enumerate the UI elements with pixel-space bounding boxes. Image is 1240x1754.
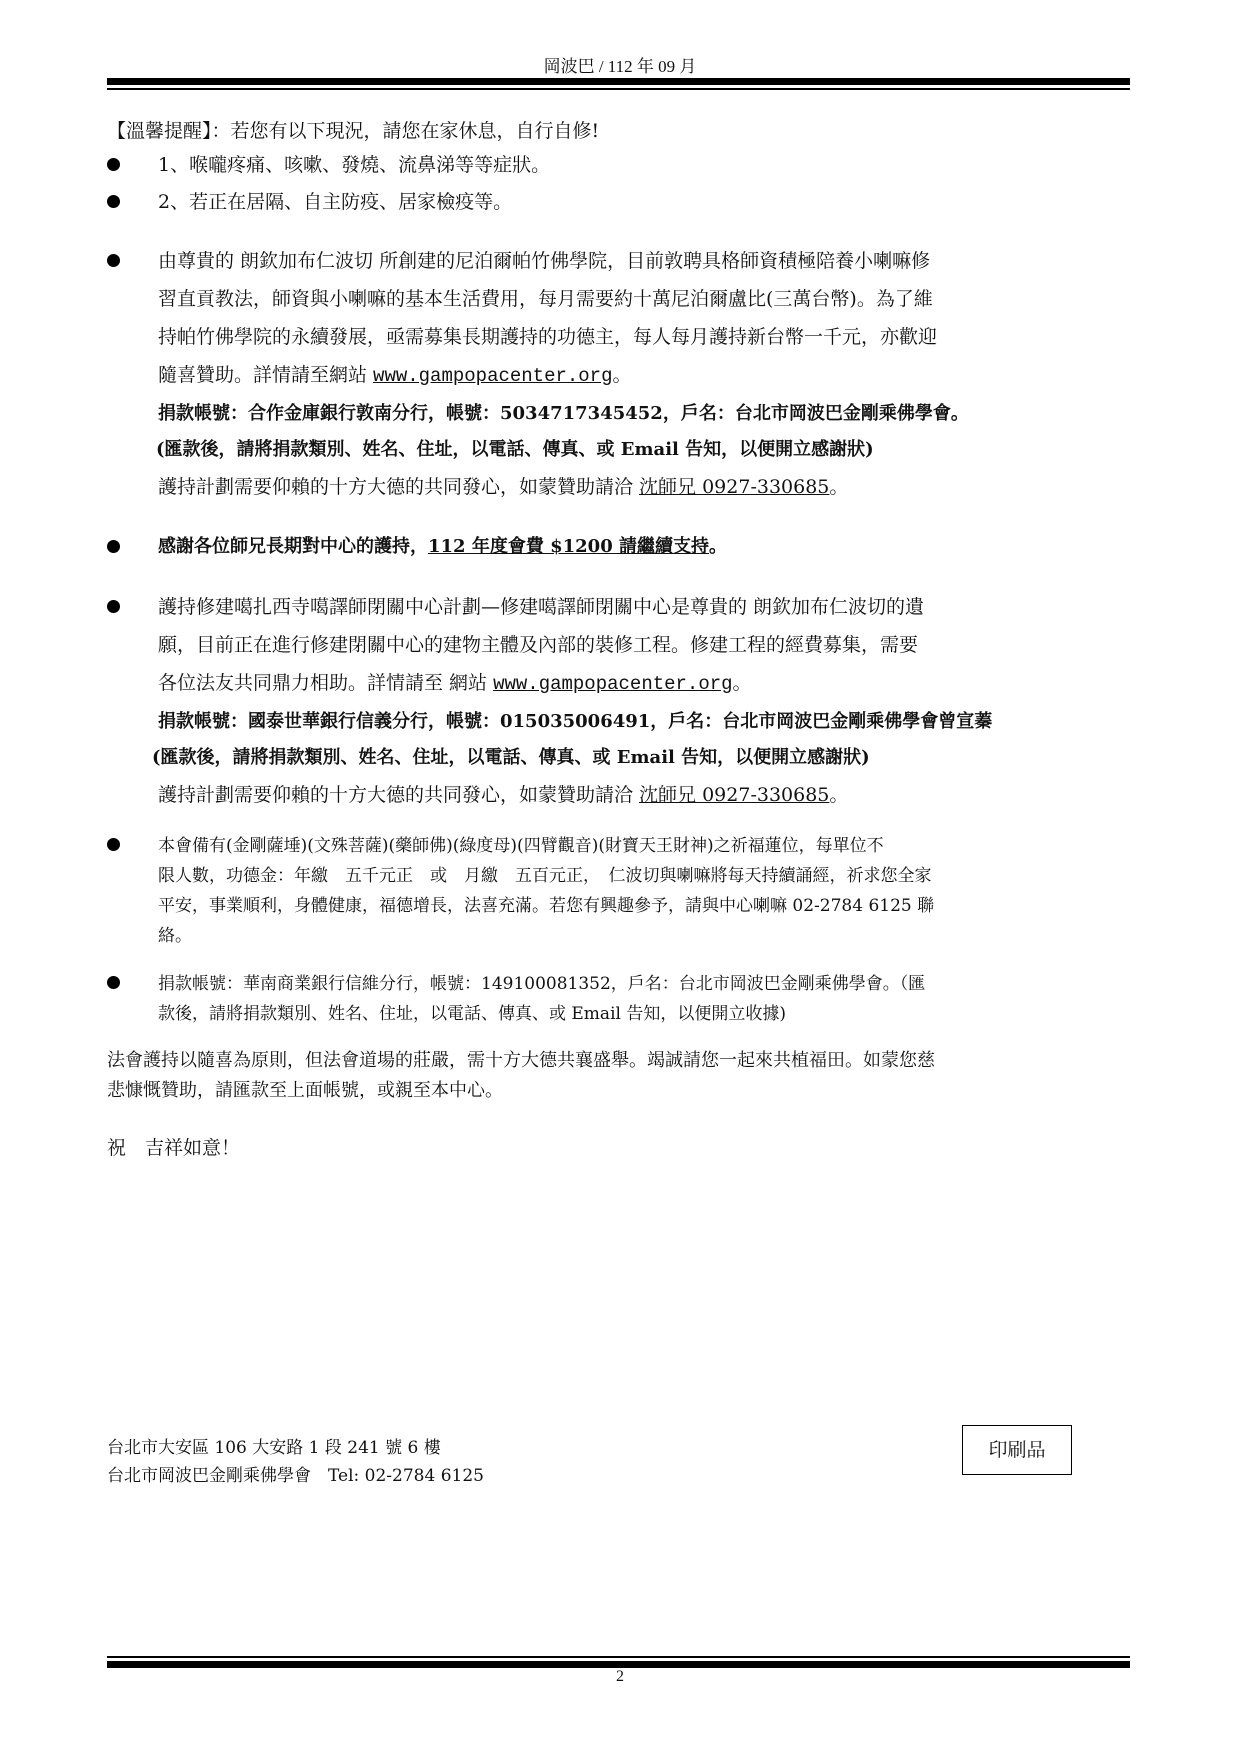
closing-wish: 祝 吉祥如意！ [107, 1137, 241, 1159]
website-link[interactable]: www.gampopacenter.org [493, 673, 733, 695]
retreat-text: 護持修建噶扎西寺噶譯師閉關中心計劃—修建噶譯師閉關中心是尊貴的 朗欽加布仁波切的遺 [158, 596, 925, 618]
membership-fee: 感謝各位師兄長期對中心的護持，112 年度會費 $1200 請繼續支持。 [158, 536, 727, 557]
bullet-icon [107, 600, 120, 613]
reminder-item: 1、喉嚨疼痛、咳嗽、發燒、流鼻涕等等症狀。 [158, 154, 551, 176]
bullet-icon [107, 254, 120, 267]
lotus-text: 絡。 [158, 926, 192, 946]
website-link[interactable]: www.gampopacenter.org [373, 365, 613, 387]
page-number: 2 [616, 1668, 624, 1685]
bullet-icon [107, 976, 120, 989]
retreat-notice: (匯款後，請將捐款類別、姓名、住址，以電話、傳真、或 Email 告知，以便開立感謝狀) [152, 747, 870, 768]
school-text: 持帕竹佛學院的永續發展，亟需募集長期護持的功德主，每人每月護持新台幣一千元，亦歡迎 [158, 326, 938, 348]
bank-text: 款後，請將捐款類別、姓名、住址，以電話、傳真、或 Email 告知，以便開立收據) [158, 1004, 786, 1024]
header-rule [107, 78, 1130, 90]
school-account: 捐款帳號：合作金庫銀行敦南分行，帳號：5034717345452，戶名：台北市岡波巴金剛乘佛學會。 [158, 403, 969, 424]
contact-link[interactable]: 沈師兄 0927-330685 [639, 476, 830, 498]
bullet-icon [107, 195, 120, 208]
lotus-text: 本會備有(金剛薩埵)(文殊菩薩)(藥師佛)(綠度母)(四臂觀音)(財寶天王財神)之祈福蓮位，每單位不 [158, 836, 884, 856]
reminder-title: 【溫馨提醒】：若您有以下現況，請您在家休息，自行自修! [107, 120, 600, 142]
bullet-icon [107, 540, 120, 553]
page-header: 岡波巴 / 112 年 09 月 [543, 57, 697, 76]
bullet-icon [107, 158, 120, 171]
school-contact: 護持計劃需要仰賴的十方大德的共同發心，如蒙贊助請洽 沈師兄 0927-330685。 [158, 476, 849, 498]
footer-address: 台北市大安區 106 大安路 1 段 241 號 6 樓 [107, 1438, 441, 1458]
retreat-text: 各位法友共同鼎力相助。詳情請至 網站 www.gampopacenter.org。 [158, 672, 752, 695]
printed-matter-label: 印刷品 [962, 1425, 1072, 1475]
school-text: 隨喜贊助。詳情請至網站 www.gampopacenter.org。 [158, 364, 632, 387]
closing-text: 悲慷慨贊助，請匯款至上面帳號，或親至本中心。 [107, 1080, 503, 1101]
reminder-item: 2、若正在居隔、自主防疫、居家檢疫等。 [158, 191, 513, 213]
retreat-contact: 護持計劃需要仰賴的十方大德的共同發心，如蒙贊助請洽 沈師兄 0927-330685。 [158, 784, 849, 806]
footer-org: 台北市岡波巴金剛乘佛學會 Tel: 02-2784 6125 [107, 1466, 484, 1486]
lotus-text: 限人數，功德金：年繳 五千元正 或 月繳 五百元正， 仁波切與喇嘛將每天持續誦經，祈求您全家 [158, 866, 932, 886]
school-text: 習直貢教法，師資與小喇嘛的基本生活費用，每月需要約十萬尼泊爾盧比(三萬台幣)。為了維 [158, 288, 933, 310]
closing-text: 法會護持以隨喜為原則，但法會道場的莊嚴，需十方大德共襄盛舉。竭誠請您一起來共植福田。如蒙您慈 [107, 1050, 935, 1071]
bullet-icon [107, 838, 120, 851]
retreat-account: 捐款帳號：國泰世華銀行信義分行，帳號：015035006491，戶名：台北市岡波巴金剛乘佛學會曾宣蓁 [158, 711, 993, 732]
footer-rule [107, 1656, 1130, 1668]
retreat-text: 願，目前正在進行修建閉關中心的建物主體及內部的裝修工程。修建工程的經費募集，需要 [158, 634, 919, 656]
school-text: 由尊貴的 朗欽加布仁波切 所創建的尼泊爾帕竹佛學院，目前敦聘具格師資積極陪養小喇嘛修 [158, 250, 931, 272]
contact-link[interactable]: 沈師兄 0927-330685 [639, 784, 830, 806]
lotus-text: 平安，事業順利，身體健康，福德增長，法喜充滿。若您有興趣參予，請與中心喇嘛 02-2784 6125 聯 [158, 896, 935, 916]
bank-text: 捐款帳號：華南商業銀行信維分行，帳號：149100081352，戶名：台北市岡波巴金剛乘佛學會。（匯 [158, 974, 926, 994]
school-notice: (匯款後，請將捐款類別、姓名、住址，以電話、傳真、或 Email 告知，以便開立感謝狀) [156, 439, 874, 460]
